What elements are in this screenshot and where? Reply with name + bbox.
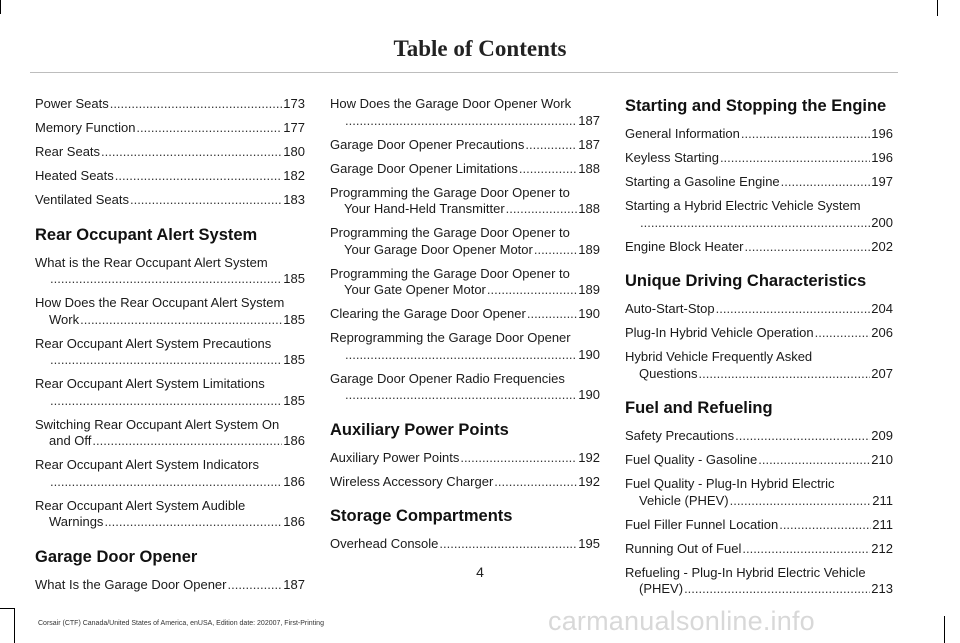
- toc-page-number: 185: [283, 271, 305, 286]
- toc-page-number: 187: [578, 112, 600, 128]
- dot-leader: [115, 168, 283, 185]
- toc-page-number: 186: [283, 433, 305, 448]
- toc-page-number: 185: [283, 311, 305, 327]
- dot-leader: [779, 517, 871, 534]
- toc-entry[interactable]: [330, 536, 600, 553]
- section-heading: Rear Occupant Alert System: [35, 225, 258, 244]
- toc-page-number: 187: [578, 136, 600, 152]
- toc-entry[interactable]: [330, 96, 600, 129]
- toc-entry[interactable]: [35, 457, 305, 490]
- toc-entry-title: and Off: [49, 433, 92, 448]
- dot-leader: [50, 474, 282, 491]
- section-heading: Auxiliary Power Points: [330, 420, 509, 439]
- dot-leader: [460, 450, 577, 467]
- toc-page-number: 196: [871, 126, 893, 141]
- dot-leader: [699, 366, 871, 383]
- toc-entry[interactable]: [35, 417, 305, 450]
- toc-entry-title: Auxiliary Power Points: [330, 449, 460, 465]
- toc-entry-title: Rear Seats: [35, 144, 101, 159]
- toc-entry-title: Engine Block Heater: [625, 238, 744, 254]
- toc-entry[interactable]: [35, 498, 305, 531]
- toc-entry-title: Keyless Starting: [625, 150, 719, 165]
- toc-entry-title: Programming the Garage Door Opener to: [330, 184, 570, 200]
- toc-page-number: 188: [578, 160, 600, 176]
- toc-page-number: 186: [283, 473, 305, 489]
- toc-page-number: 206: [871, 325, 893, 340]
- toc-page-number: 185: [283, 392, 305, 408]
- toc-entry[interactable]: [330, 161, 600, 178]
- dot-leader: [130, 192, 282, 209]
- dot-leader: [735, 428, 870, 445]
- toc-page-number: 188: [578, 201, 600, 216]
- toc-page-number: 204: [871, 301, 893, 316]
- toc-entry-title: Garage Door Opener Radio Frequencies: [330, 370, 565, 386]
- toc-entry[interactable]: [625, 517, 893, 534]
- toc-entry-title: Running Out of Fuel: [625, 540, 742, 556]
- toc-entry-title: Memory Function: [35, 120, 136, 135]
- toc-entry-title: How Does the Garage Door Opener Work: [330, 96, 572, 111]
- toc-entry-title: Rear Occupant Alert System Precautions: [35, 335, 272, 351]
- watermark: carmanualsonline.info: [548, 606, 815, 636]
- toc-entry[interactable]: [330, 474, 600, 491]
- toc-page-number: 209: [871, 428, 893, 443]
- toc-entry[interactable]: [625, 349, 893, 382]
- dot-leader: [742, 541, 870, 558]
- toc-page-number: 186: [283, 514, 305, 529]
- toc-entry-title: Power Seats: [35, 96, 109, 111]
- dot-leader: [815, 325, 871, 342]
- toc-entry-title: What Is the Garage Door Opener: [35, 576, 227, 592]
- section-heading: Fuel and Refueling: [625, 399, 773, 417]
- toc-entry-title: Heated Seats: [35, 168, 114, 183]
- toc-page-number: 213: [871, 581, 893, 596]
- dot-leader: [716, 301, 871, 318]
- dot-leader: [345, 347, 577, 364]
- section-heading: Starting and Stopping the Engine: [625, 97, 887, 115]
- toc-entry-title: Fuel Filler Funnel Location: [625, 516, 779, 532]
- dot-leader: [519, 161, 577, 178]
- toc-entry[interactable]: [330, 330, 600, 363]
- dot-leader: [104, 514, 282, 531]
- toc-page-number: 173: [283, 96, 305, 111]
- dot-leader: [781, 174, 871, 191]
- toc-entry[interactable]: [330, 137, 600, 154]
- footer-edition-text: Corsair (CTF) Canada/United States of America, enUSA, Edition date: 202007, First-Printing: [38, 620, 324, 627]
- dot-leader: [494, 474, 577, 491]
- toc-column-3: [625, 96, 893, 605]
- toc-entry-title: Switching Rear Occupant Alert System On: [35, 416, 280, 432]
- toc-entry[interactable]: [35, 96, 305, 113]
- section-heading: Unique Driving Characteristics: [625, 272, 867, 290]
- toc-page-number: 207: [871, 365, 893, 381]
- dot-leader: [506, 201, 578, 218]
- dot-leader: [50, 393, 282, 410]
- toc-entry-title: Vehicle (PHEV): [639, 492, 729, 508]
- crop-mark-bottom-right: [944, 616, 945, 643]
- dot-leader: [110, 96, 283, 113]
- page-number: 4: [476, 564, 484, 580]
- toc-page-number: 211: [872, 492, 893, 508]
- toc-entry-title: General Information: [625, 126, 740, 141]
- toc-page-number: 189: [578, 282, 600, 297]
- section-heading: Storage Compartments: [330, 507, 513, 525]
- toc-page-number: 200: [871, 214, 893, 230]
- toc-page-number: 190: [578, 387, 600, 402]
- dot-leader: [50, 271, 282, 288]
- dot-leader: [487, 282, 577, 299]
- toc-entry[interactable]: [330, 185, 600, 218]
- toc-entry[interactable]: [330, 371, 600, 404]
- dot-leader: [745, 239, 871, 256]
- section-heading: Garage Door Opener: [35, 547, 198, 566]
- toc-entry[interactable]: [625, 325, 893, 342]
- toc-entry[interactable]: [35, 336, 305, 369]
- toc-page-number: 212: [871, 540, 893, 556]
- toc-page-number: 190: [578, 306, 600, 321]
- toc-entry-title: Ventilated Seats: [35, 192, 129, 207]
- toc-entry-title: Fuel Quality - Gasoline: [625, 452, 758, 467]
- toc-entry-title: Fuel Quality - Plug-In Hybrid Electric: [625, 476, 835, 491]
- toc-page-number: 211: [872, 516, 893, 532]
- crop-mark-bottom-left: [14, 608, 15, 643]
- toc-entry[interactable]: [330, 306, 600, 323]
- toc-entry-title: Wireless Accessory Charger: [330, 473, 494, 489]
- crop-mark-bottom-left-h: [0, 608, 14, 609]
- toc-entry[interactable]: [625, 198, 893, 231]
- toc-entry[interactable]: [625, 126, 893, 143]
- dot-leader: [80, 312, 282, 329]
- toc-entry-title: Programming the Garage Door Opener to: [330, 225, 570, 240]
- toc-page-number: 202: [871, 238, 893, 254]
- dot-leader: [439, 536, 577, 553]
- dot-leader: [741, 126, 870, 143]
- toc-entry[interactable]: [625, 428, 893, 445]
- toc-entry-title: How Does the Rear Occupant Alert System: [35, 295, 285, 310]
- dot-leader: [730, 493, 872, 510]
- toc-entry[interactable]: [625, 476, 893, 509]
- toc-page-number: 192: [578, 449, 600, 465]
- toc-entry-title: Your Gate Opener Motor: [344, 282, 486, 297]
- toc-entry-title: (PHEV): [639, 581, 684, 596]
- toc-entry-title: Starting a Hybrid Electric Vehicle System: [625, 198, 861, 213]
- toc-entry-title: Refueling - Plug-In Hybrid Electric Vehicle: [625, 564, 866, 580]
- dot-leader: [720, 150, 870, 167]
- toc-column-1: [35, 96, 305, 601]
- toc-entry-title: Safety Precautions: [625, 428, 735, 443]
- toc-page-number: 185: [283, 352, 305, 367]
- dot-leader: [534, 242, 577, 259]
- toc-page-number: 180: [283, 144, 305, 159]
- toc-entry-title: Garage Door Opener Precautions: [330, 136, 525, 152]
- toc-entry[interactable]: [35, 120, 305, 137]
- crop-mark-top-left: [0, 0, 1, 14]
- dot-leader: [136, 120, 282, 137]
- toc-entry[interactable]: [625, 301, 893, 318]
- toc-entry-title: Programming the Garage Door Opener to: [330, 265, 570, 281]
- toc-entry-title: Starting a Gasoline Engine: [625, 174, 780, 189]
- toc-entry-title: Rear Occupant Alert System Indicators: [35, 457, 259, 472]
- toc-entry[interactable]: [35, 192, 305, 209]
- toc-page-number: 210: [871, 452, 893, 467]
- dot-leader: [345, 113, 577, 130]
- toc-entry[interactable]: [35, 376, 305, 409]
- toc-entry-title: Garage Door Opener Limitations: [330, 160, 518, 176]
- toc-page-number: 190: [578, 346, 600, 362]
- crop-mark-top-right: [937, 0, 938, 16]
- toc-entry[interactable]: [625, 452, 893, 469]
- toc-entry[interactable]: [625, 541, 893, 558]
- header-divider: [30, 72, 898, 73]
- toc-entry[interactable]: [330, 450, 600, 467]
- toc-page-number: 197: [871, 174, 893, 189]
- toc-entry-title: Overhead Console: [330, 536, 439, 551]
- toc-entry-title: Work: [49, 311, 80, 327]
- toc-entry[interactable]: [35, 295, 305, 328]
- toc-entry-title: Plug-In Hybrid Vehicle Operation: [625, 325, 814, 340]
- toc-page-number: 196: [871, 150, 893, 165]
- toc-entry-title: Warnings: [49, 514, 104, 529]
- toc-page-number: 182: [283, 168, 305, 183]
- dot-leader: [640, 215, 870, 232]
- dot-leader: [50, 352, 282, 369]
- dot-leader: [527, 306, 577, 323]
- toc-entry[interactable]: [625, 174, 893, 191]
- toc-entry[interactable]: [35, 144, 305, 161]
- dot-leader: [758, 452, 870, 469]
- dot-leader: [345, 387, 577, 404]
- toc-entry[interactable]: [330, 225, 600, 258]
- toc-entry[interactable]: [625, 150, 893, 167]
- toc-entry-title: What is the Rear Occupant Alert System: [35, 254, 268, 270]
- dot-leader: [525, 137, 577, 154]
- toc-entry[interactable]: [35, 255, 305, 288]
- toc-entry-title: Reprogramming the Garage Door Opener: [330, 330, 571, 345]
- toc-entry-title: Your Hand-Held Transmitter: [344, 201, 505, 216]
- toc-page-number: 189: [578, 241, 600, 257]
- toc-entry-title: Questions: [639, 365, 698, 381]
- toc-entry[interactable]: [330, 266, 600, 299]
- toc-entry[interactable]: [35, 168, 305, 185]
- toc-page-number: 177: [283, 120, 305, 135]
- toc-entry-title: Auto-Start-Stop: [625, 301, 715, 316]
- toc-column-2: [330, 96, 600, 560]
- toc-entry-title: Hybrid Vehicle Frequently Asked: [625, 349, 813, 364]
- page-title: Table of Contents: [393, 36, 567, 61]
- dot-leader: [92, 433, 282, 450]
- toc-page-number: 187: [283, 576, 305, 592]
- toc-page-number: 195: [578, 536, 600, 551]
- toc-entry[interactable]: [625, 239, 893, 256]
- toc-entry-title: Clearing the Garage Door Opener: [330, 306, 526, 321]
- toc-entry-title: Rear Occupant Alert System Audible: [35, 497, 246, 513]
- dot-leader: [684, 581, 870, 598]
- toc-entry-title: Your Garage Door Opener Motor: [344, 241, 533, 257]
- toc-page-number: 183: [283, 192, 305, 207]
- toc-page-number: 192: [578, 473, 600, 489]
- dot-leader: [101, 144, 282, 161]
- toc-entry-title: Rear Occupant Alert System Limitations: [35, 376, 265, 391]
